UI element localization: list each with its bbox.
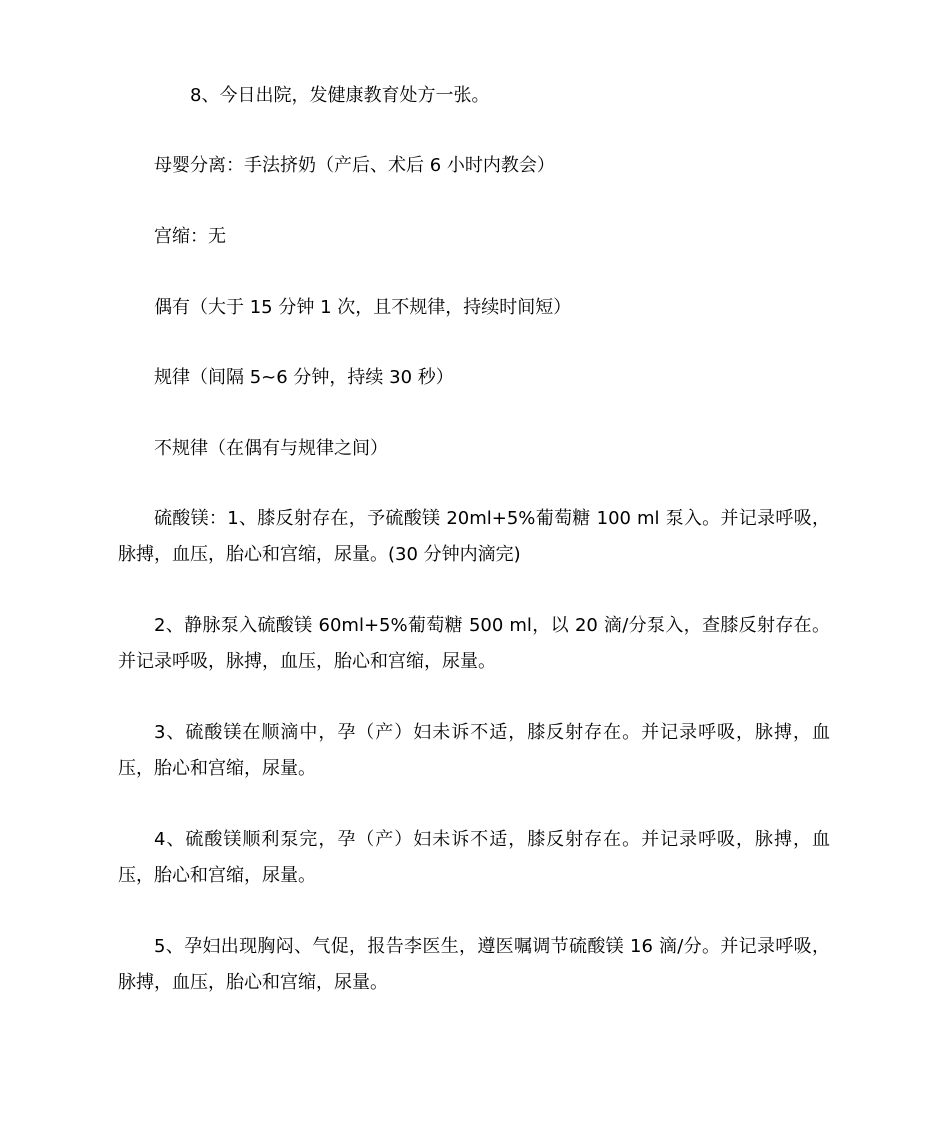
paragraph-magnesium-step-4: 4、硫酸镁顺利泵完，孕（产）妇未诉不适，膝反射存在。并记录呼吸，脉搏，血压，胎心和宫缩，尿量。 (118, 829, 830, 886)
paragraph-magnesium-step-5: 5、孕妇出现胸闷、气促，报告李医生，遵医嘱调节硫酸镁 16 滴/分。并记录呼吸，脉搏，血压，胎心和宫缩，尿量。 (118, 936, 830, 993)
paragraph-occasional: 偶有（大于 15 分钟 1 次，且不规律，持续时间短） (154, 297, 572, 318)
paragraph-magnesium-step-1: 硫酸镁：1、膝反射存在，予硫酸镁 20ml+5%葡萄糖 100 ml 泵入。并记录呼吸，脉搏，血压，胎心和宫缩，尿量。(30 分钟内滴完) (118, 508, 830, 565)
paragraph-contractions: 宫缩：无 (154, 226, 226, 247)
paragraph-mother-infant-separation: 母婴分离：手法挤奶（产后、术后 6 小时内教会） (154, 155, 555, 176)
paragraph-discharge: 8、今日出院，发健康教育处方一张。 (190, 85, 490, 106)
paragraph-irregular: 不规律（在偶有与规律之间） (154, 438, 388, 459)
paragraph-magnesium-step-2: 2、静脉泵入硫酸镁 60ml+5%葡萄糖 500 ml，以 20 滴/分泵入，查膝反射存在。并记录呼吸，脉搏，血压，胎心和宫缩，尿量。 (118, 615, 830, 672)
paragraph-magnesium-step-3: 3、硫酸镁在顺滴中，孕（产）妇未诉不适，膝反射存在。并记录呼吸，脉搏，血压，胎心和宫缩，尿量。 (118, 722, 830, 779)
paragraph-regular: 规律（间隔 5~6 分钟，持续 30 秒） (154, 367, 454, 388)
